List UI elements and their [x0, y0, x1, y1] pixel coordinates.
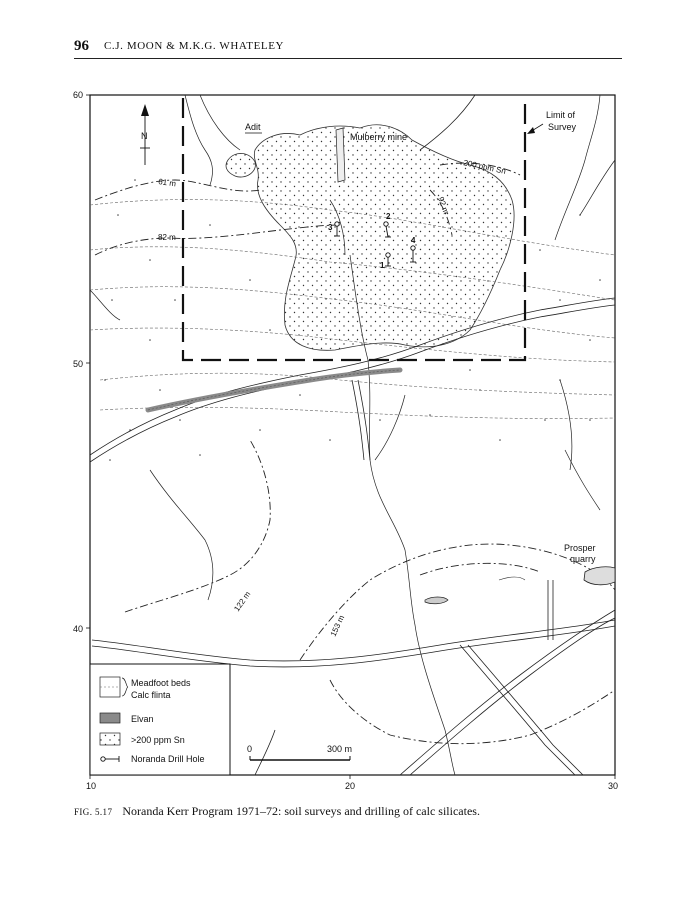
y-tick-50: 50	[73, 359, 84, 369]
prosper-quarry-pit	[584, 567, 615, 585]
y-tick-40: 40	[73, 624, 84, 634]
label-mulberry-mine: Mulberry mine	[350, 132, 408, 142]
label-61m: 61 m	[157, 177, 177, 189]
label-153m: 153 m	[328, 613, 347, 638]
drill-hole-label-3: 3	[328, 223, 333, 232]
label-92m: 92 m	[436, 195, 451, 216]
x-tick-20: 20	[345, 781, 356, 791]
scale-bar	[247, 744, 352, 760]
page-number: 96	[74, 38, 89, 54]
label-limit-of-survey-2: Survey	[548, 122, 577, 132]
x-tick-30: 30	[608, 781, 619, 791]
label-adit: Adit	[245, 122, 261, 132]
small-pit	[425, 597, 448, 604]
label-prosper-2: quarry	[570, 554, 596, 564]
y-tick-60: 60	[73, 90, 84, 100]
label-200ppm-contour: 200 ppm Sn	[462, 158, 507, 176]
legend-calc-flinta: Calc flinta	[131, 690, 171, 700]
scale-end: 300 m	[327, 744, 353, 754]
drill-hole-label-2: 2	[386, 212, 391, 221]
mulberry-pit	[336, 128, 345, 182]
figure-caption-text: Noranda Kerr Program 1971–72: soil surveys and drilling of calc silicates.	[122, 804, 480, 818]
scale-start: 0	[247, 744, 253, 754]
legend-drill-hole: Noranda Drill Hole	[131, 754, 205, 764]
label-82m: 82 m	[158, 233, 176, 242]
legend-swatch-elvan	[100, 713, 120, 723]
drill-hole-label-4: 4	[411, 236, 416, 245]
legend-sn-anomaly: >200 ppm Sn	[131, 735, 185, 745]
north-label: N	[141, 131, 148, 141]
x-tick-10: 10	[86, 781, 97, 791]
sn-anomaly-small	[226, 153, 255, 177]
legend-swatch-sn	[100, 733, 120, 745]
north-arrow-icon	[140, 104, 150, 165]
drill-hole-label-1: 1	[380, 261, 385, 270]
label-122m: 122 m	[232, 589, 253, 614]
sn-anomaly-area	[254, 125, 514, 351]
legend-meadfoot: Meadfoot beds	[131, 678, 191, 688]
figure-caption	[74, 804, 634, 819]
legend-elvan: Elvan	[131, 714, 154, 724]
label-prosper-1: Prosper	[564, 543, 596, 553]
figure-label: FIG. 5.17	[74, 807, 113, 817]
running-head-authors: C.J. MOON & M.K.G. WHATELEY	[104, 40, 285, 52]
map-legend	[90, 664, 230, 775]
label-limit-of-survey-1: Limit of	[546, 110, 576, 120]
